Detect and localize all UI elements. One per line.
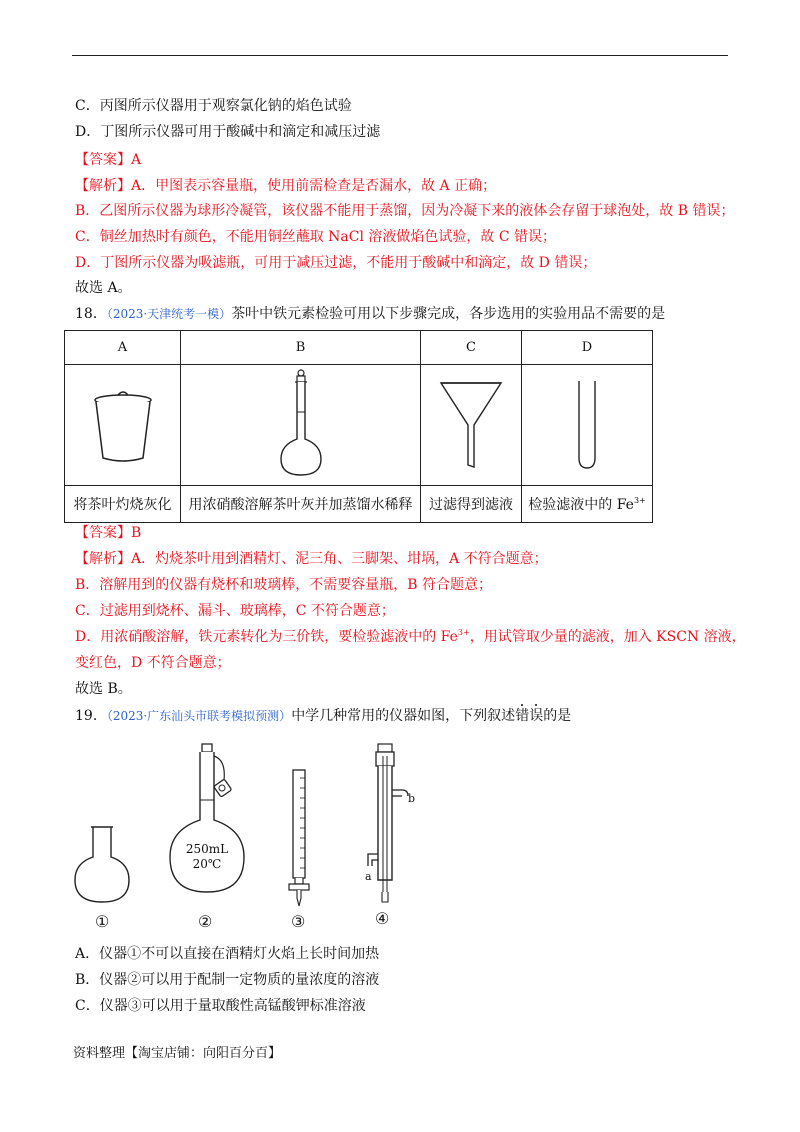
- header-rule: [72, 55, 728, 56]
- q18-analysis-d-pre: D．用浓硝酸溶解，铁元素转化为三价铁，要检验滤液中的 Fe: [75, 629, 458, 645]
- q18-stem: 茶叶中铁元素检验可用以下步骤完成，各步选用的实验用品不需要的是: [231, 306, 666, 322]
- q17-analysis-d: D．丁图所示仪器为吸滤瓶，可用于减压过滤，不能用于酸碱中和滴定，故 D 错误；: [75, 255, 597, 271]
- q19-option-a: A．仪器①不可以直接在酒精灯火焰上长时间加热: [75, 946, 380, 962]
- burette-figure: [284, 768, 314, 908]
- q18-source: （2023·天津统考一模）: [106, 307, 232, 321]
- figure-label-3: ③: [291, 912, 306, 931]
- q18-analysis-d: [75, 627, 746, 647]
- q18-table: [64, 330, 653, 523]
- condenser-outlet-label: b: [408, 792, 416, 805]
- q18-caption-d-text: 检验滤液中的 Fe: [528, 497, 634, 513]
- q18-number: 18．: [75, 306, 107, 322]
- q19-number: 19．: [75, 708, 107, 724]
- volumetric-flask-250-figure: [160, 742, 260, 902]
- q18-answer: 【答案】B: [75, 525, 142, 541]
- q18-caption-d: [522, 486, 653, 523]
- q17-analysis-a: 【解析】A．甲图表示容量瓶，使用前需检查是否漏水，故 A 正确；: [75, 178, 497, 194]
- q18-cell-test-tube: [522, 365, 653, 486]
- test-tube-figure: [567, 373, 607, 473]
- q18-header-b: B: [181, 331, 421, 365]
- q18-analysis-d-cont: 变红色，D 不符合题意；: [75, 655, 231, 671]
- round-flask-figure: [72, 825, 132, 905]
- q19-stem-pre: 中学几种常用的仪器如图，下列叙述: [291, 708, 516, 724]
- figure-label-1: ①: [95, 912, 110, 931]
- q19-option-c: C．仪器③可以用于量取酸性高锰酸钾标准溶液: [75, 998, 366, 1014]
- flask-labels: [160, 842, 254, 872]
- q18-cell-crucible: [65, 365, 181, 486]
- volumetric-flask-figure: [271, 367, 331, 479]
- q18-caption-a: 将茶叶灼烧灰化: [65, 486, 181, 523]
- q17-option-d: D．丁图所示仪器可用于酸碱中和滴定和减压过滤: [75, 124, 381, 140]
- figure-label-4: ④: [375, 909, 390, 928]
- footer-source: 资料整理【淘宝店铺：向阳百分百】: [73, 1046, 282, 1061]
- q18-cell-volumetric-flask: [181, 365, 421, 486]
- q17-answer: 【答案】A: [75, 152, 142, 168]
- q18-caption-c: 过滤得到滤液: [421, 486, 522, 523]
- q18-caption-b: 用浓硝酸溶解茶叶灰并加蒸馏水稀释: [181, 486, 421, 523]
- q18-cell-funnel: [421, 365, 522, 486]
- q18-analysis-a: 【解析】A．灼烧茶叶用到酒精灯、泥三角、三脚架、坩埚，A 不符合题意；: [75, 551, 548, 567]
- q19-option-b: B．仪器②可以用于配制一定物质的量浓度的溶液: [75, 972, 380, 988]
- q18-header-c: C: [421, 331, 522, 365]
- q18-analysis-b: B．溶解用到的仪器有烧杯和玻璃棒，不需要容量瓶，B 符合题意；: [75, 577, 493, 593]
- q17-analysis-b: B．乙图所示仪器为球形冷凝管，该仪器不能用于蒸馏，因为冷凝下来的液体会存留于球泡处，故 B 错误；: [75, 203, 735, 219]
- condenser-inlet-label: a: [365, 870, 372, 883]
- funnel-figure: [436, 373, 506, 473]
- q19-source: （2023·广东汕头市联考模拟预测）: [106, 709, 292, 723]
- q18-stem-line: [75, 304, 665, 324]
- q18-caption-d-sup: 3+: [633, 496, 646, 505]
- q19-stem-line: [75, 706, 571, 726]
- q19-emphasis-2: 误: [529, 708, 544, 724]
- q18-conclusion: 故选 B。: [75, 681, 132, 697]
- q17-conclusion: 故选 A。: [75, 280, 132, 296]
- flask-volume-label: 250mL: [185, 842, 229, 856]
- q17-analysis-c: C．铜丝加热时有颜色，不能用铜丝蘸取 NaCl 溶液做焰色试验，故 C 错误；: [75, 229, 557, 245]
- q19-stem-post: 的是: [543, 708, 572, 724]
- q18-analysis-d-sup: 3+: [457, 628, 470, 637]
- q18-analysis-c: C．过滤用到烧杯、漏斗、玻璃棒，C 不符合题意；: [75, 603, 395, 619]
- q19-emphasis-1: 错: [515, 708, 530, 724]
- crucible-figure: [88, 378, 158, 468]
- q18-analysis-d-post: ，用试管取少量的滤液，加入 KSCN 溶液，: [469, 629, 746, 645]
- q18-header-a: A: [65, 331, 181, 365]
- q17-option-c: C．丙图所示仪器用于观察氯化钠的焰色试验: [75, 98, 352, 114]
- figure-label-2: ②: [198, 912, 213, 931]
- q18-header-d: D: [522, 331, 653, 365]
- flask-temperature-label: 20℃: [192, 857, 222, 871]
